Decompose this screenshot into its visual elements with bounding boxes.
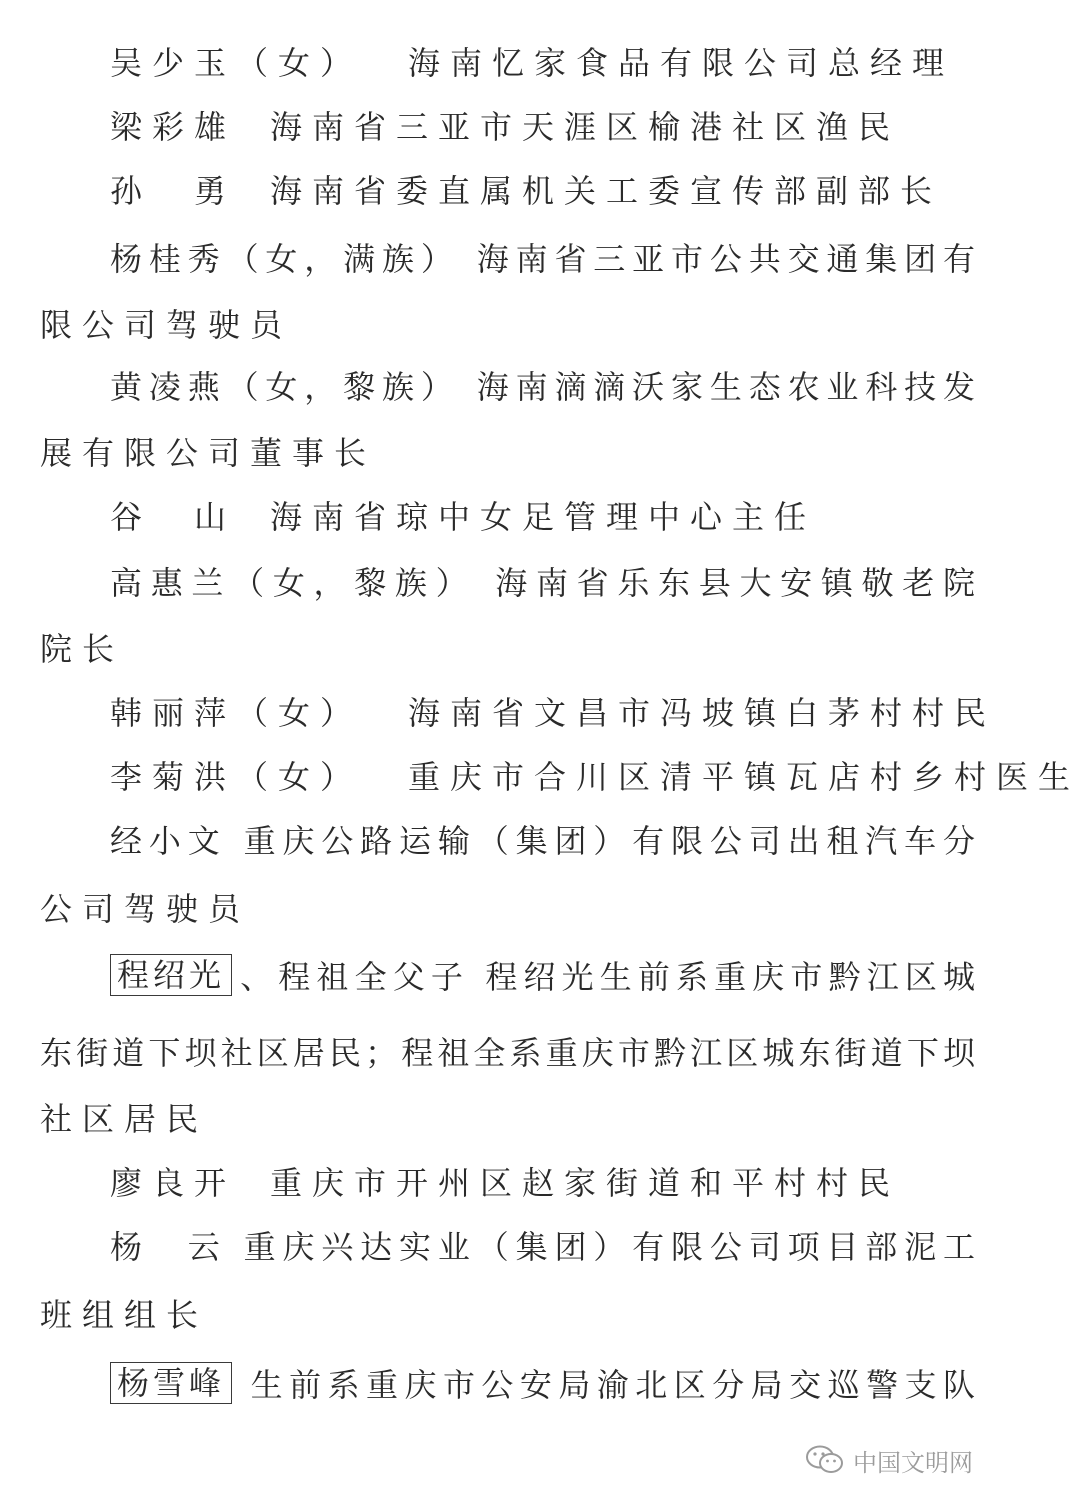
entry-name: 廖良开 (110, 1164, 237, 1202)
entry-4 (110, 226, 975, 292)
entry-6 (110, 484, 975, 550)
entry-desc: 程绍光生前系重庆市黔江区城 (485, 958, 975, 996)
entry-10 (110, 808, 975, 874)
entry-name: 李菊洪（女） (110, 758, 363, 796)
entry-11-continuation-2: 社区居民 (40, 1100, 209, 1138)
entry-9 (110, 744, 1080, 810)
entry-name: 黄凌燕（女，黎族） (110, 368, 460, 406)
entry-name: 杨 云 (110, 1228, 227, 1266)
entry-desc: 重庆公路运输（集团）有限公司出租汽车分 (243, 822, 975, 860)
watermark-text: 中国文明网 (853, 1448, 973, 1477)
entry-desc: 重庆市开州区赵家街道和平村村民 (270, 1164, 901, 1202)
entry-3 (110, 158, 975, 224)
entry-name: 韩丽萍（女） (110, 694, 363, 732)
entry-13-continuation: 班组组长 (40, 1296, 209, 1334)
entry-10-continuation: 公司驾驶员 (40, 890, 251, 928)
entry-2 (110, 94, 975, 160)
entry-5-continuation: 展有限公司董事长 (40, 434, 377, 472)
entry-14 (110, 1352, 975, 1418)
entry-desc: 海南省琼中女足管理中心主任 (270, 498, 817, 536)
entry-name: 梁彩雄 (110, 108, 237, 146)
entry-desc: 重庆市合川区清平镇瓦店村乡村医生 (408, 758, 1080, 796)
entry-13 (110, 1214, 975, 1280)
entry-desc: 重庆兴达实业（集团）有限公司项目部泥工 (243, 1228, 975, 1266)
entry-1 (110, 30, 975, 96)
entry-5 (110, 354, 975, 420)
entry-desc: 海南省乐东县大安镇敬老院 (495, 564, 975, 602)
entry-8 (110, 680, 997, 746)
entry-name: 谷 山 (110, 498, 237, 536)
entry-desc: 生前系重庆市公安局渝北区分局交巡警支队 (250, 1366, 975, 1404)
entry-name: 高惠兰（女，黎族） (110, 564, 477, 602)
entry-11 (110, 944, 975, 1010)
entry-7-continuation: 院长 (40, 630, 125, 668)
entry-desc: 海南滴滴沃家生态农业科技发 (476, 368, 975, 406)
entry-desc: 海南省委直属机关工委宣传部副部长 (270, 172, 943, 210)
entry-desc: 海南忆家食品有限公司总经理 (408, 44, 955, 82)
watermark (805, 1440, 973, 1480)
entry-7 (110, 550, 975, 616)
entry-desc: 海南省三亚市天涯区榆港社区渔民 (270, 108, 901, 146)
entry-12 (110, 1150, 975, 1216)
wechat-icon (805, 1444, 845, 1476)
entry-name: 杨桂秀（女，满族） (110, 240, 460, 278)
entry-desc: 海南省三亚市公共交通集团有 (476, 240, 975, 278)
boxed-name: 杨雪峰 (110, 1362, 232, 1404)
entry-name: 、程祖全父子 (234, 958, 469, 996)
entry-name: 孙 勇 (110, 172, 237, 210)
entry-11-continuation: 东街道下坝社区居民；程祖全系重庆市黔江区城东街道下坝 (40, 1034, 975, 1072)
entry-4-continuation: 限公司驾驶员 (40, 306, 293, 344)
entry-name: 经小文 (110, 822, 227, 860)
boxed-name: 程绍光 (110, 954, 232, 996)
entry-desc: 海南省文昌市冯坡镇白茅村村民 (408, 694, 997, 732)
entry-name: 吴少玉（女） (110, 44, 363, 82)
